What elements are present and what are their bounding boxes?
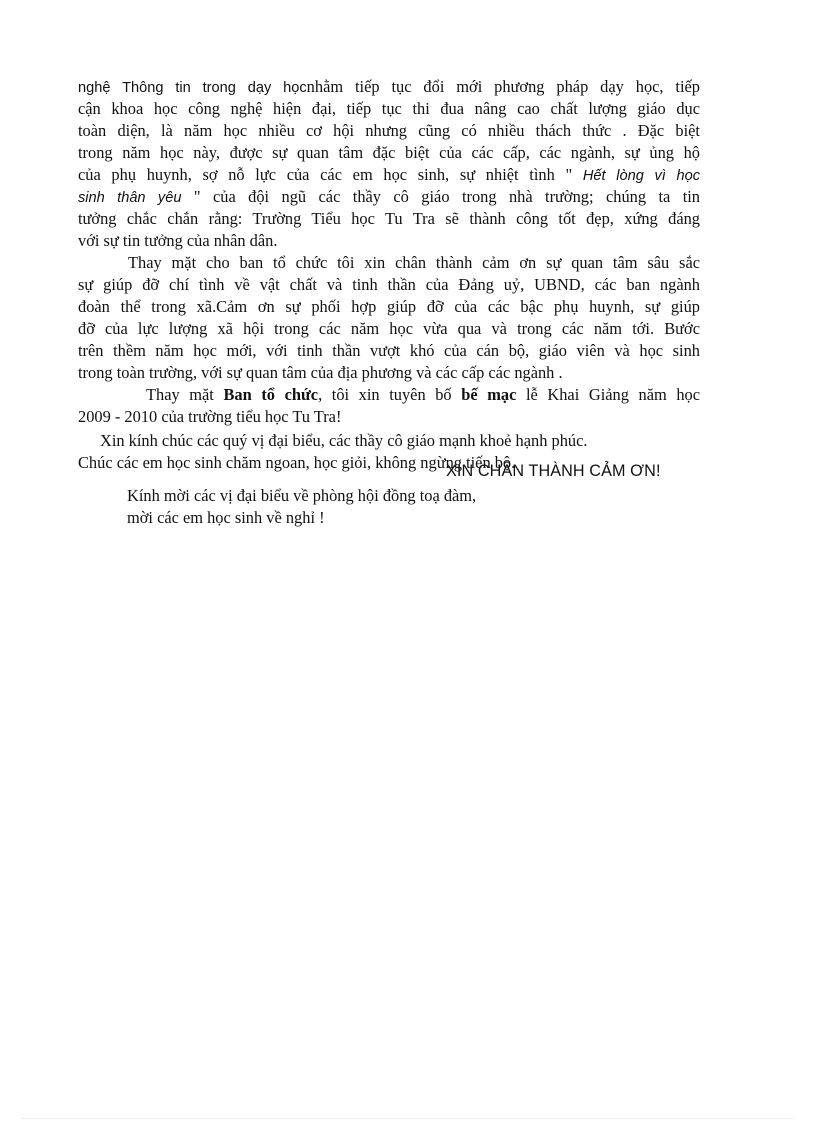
text-fragment: của phụ huynh, sợ nỗ lực của các em học sinh, sự nhiệt tình " <box>78 165 573 184</box>
text-line <box>78 186 700 208</box>
bold-text: bế mạc <box>461 385 517 404</box>
text-line: Thay mặt cho ban tổ chức tôi xin chân thành cảm ơn sự quan tâm sâu sắc <box>128 253 700 272</box>
closing-thanks: XIN CHÂN THÀNH CẢM ƠN! <box>446 462 661 480</box>
text-line: đoàn thể trong xã.Cảm ơn sự phối hợp giúp đỡ của các bậc phụ huynh, sự giúp <box>78 297 700 316</box>
bold-text: Ban tổ chức <box>223 385 319 404</box>
text-line: 2009 - 2010 của trường tiểu học Tu Tra! <box>78 407 342 426</box>
sans-text-fragment: nghệ Thông tin trong dạy học <box>78 80 307 96</box>
italic-quote: sinh thân yêu <box>78 190 182 206</box>
invitation-line-2: mời các em học sinh về nghỉ ! <box>127 508 325 527</box>
document-body <box>78 76 700 474</box>
italic-quote: Hết lòng vì học <box>582 168 700 184</box>
text-line <box>78 384 700 406</box>
paragraph-closing-declaration <box>78 384 700 428</box>
text-fragment: " của đội ngũ các thầy cô giáo trong nhà trường; chúng ta tin <box>181 187 700 206</box>
text-line: Xin kính chúc các quý vị đại biểu, các thầy cô giáo mạnh khoẻ hạnh phúc. <box>100 431 588 450</box>
text-fragment: , tôi xin tuyên bố <box>318 385 462 404</box>
text-line: toàn diện, là năm học nhiều cơ hội nhưng cũng có nhiều thách thức . Đặc biệt <box>78 121 700 140</box>
text-line: Chúc các em học sinh chăm ngoan, học giỏi, không ngừng tiến bộ. <box>78 453 516 472</box>
text-fragment: lễ Khai Giảng năm học <box>516 385 700 404</box>
text-line: sự giúp đỡ chí tình về vật chất và tinh thần của Đảng uỷ, UBND, các ban ngành <box>78 275 700 294</box>
text-fragment: Thay mặt <box>146 385 224 404</box>
text-line: đỡ của lực lượng xã hội trong các năm học vừa qua và trong các năm tới. Bước <box>78 319 700 338</box>
paragraph-continuation <box>78 76 700 252</box>
text-line: tưởng chắc chắn rằng: Trường Tiểu học Tu Tra sẽ thành công tốt đẹp, xứng đáng <box>78 209 700 228</box>
text-line <box>78 164 700 186</box>
text-fragment: nhằm tiếp tục đổi mới phương pháp dạy học, tiếp <box>306 77 701 96</box>
text-line: với sự tin tưởng của nhân dân. <box>78 231 278 250</box>
invitation-line-1: Kính mời các vị đại biểu về phòng hội đồng toạ đàm, <box>127 486 477 505</box>
text-line: cận khoa học công nghệ hiện đại, tiếp tục thi đua nâng cao chất lượng giáo dục <box>78 99 700 118</box>
text-line: trong năm học này, được sự quan tâm đặc biệt của các cấp, các ngành, sự ủng hộ <box>78 143 700 162</box>
text-line <box>78 76 700 98</box>
text-line: trong toàn trường, với sự quan tâm của địa phương và các cấp các ngành . <box>78 363 563 382</box>
paragraph-thanks <box>78 252 700 384</box>
page-footer-rule <box>22 1118 794 1119</box>
text-line: trên thềm năm học mới, với tinh thần vượt khó của cán bộ, giáo viên và học sinh <box>78 341 700 360</box>
